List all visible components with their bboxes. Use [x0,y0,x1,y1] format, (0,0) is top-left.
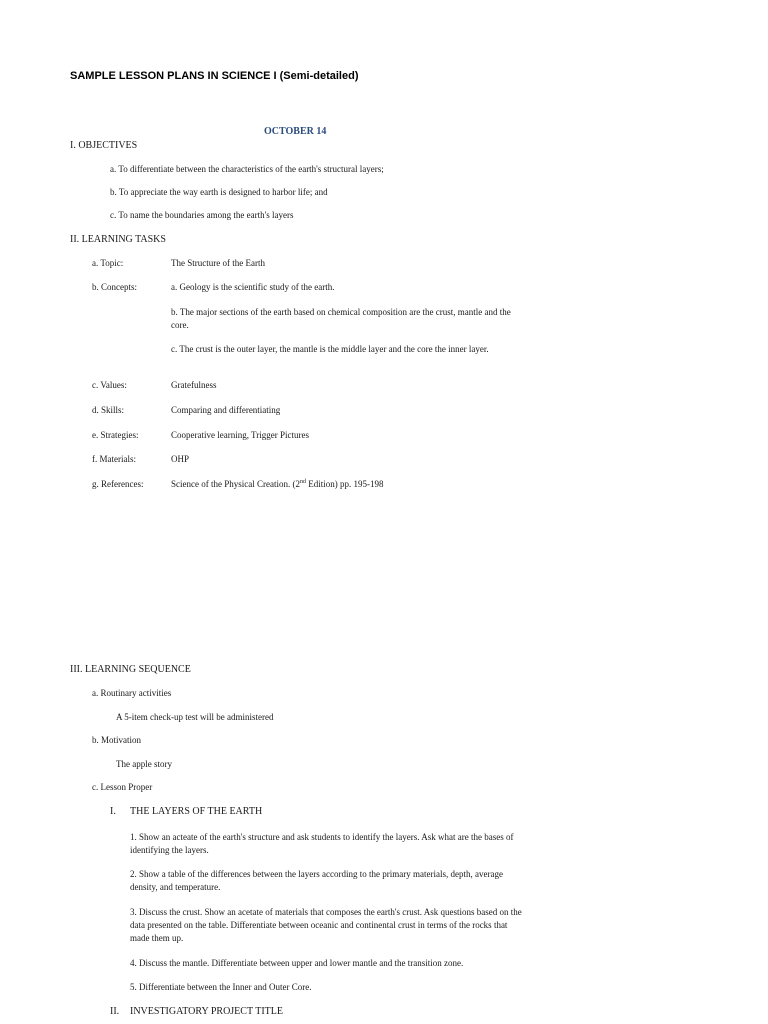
learning-sequence-heading: III. LEARNING SEQUENCE [70,664,191,675]
part-one-number: I. [110,806,116,817]
learning-tasks-heading: II. LEARNING TASKS [70,234,166,245]
lesson-proper-label: c. Lesson Proper [92,782,153,792]
references-label: g. References: [92,479,144,489]
strategies-value: Cooperative learning, Trigger Pictures [171,430,309,440]
lesson-step: 5. Differentiate between the Inner and Outer Core. [130,982,312,992]
values-label: c. Values: [92,380,127,390]
part-one-title: THE LAYERS OF THE EARTH [130,806,263,817]
objective-item: b. To appreciate the way earth is designed to harbor life; and [110,187,328,197]
routinary-text: A 5-item check-up test will be administered [116,712,274,722]
objectives-heading: I. OBJECTIVES [70,140,138,151]
skills-label: d. Skills: [92,405,125,415]
concept-item: b. The major sections of the earth based on chemical composition are the crust, mantle and the core. [171,307,511,330]
materials-value: OHP [171,454,190,464]
concept-item: c. The crust is the outer layer, the mantle is the middle layer and the core the inner layer. [171,344,489,354]
lesson-step: 4. Discuss the mantle. Differentiate between upper and lower mantle and the transition zone. [130,958,464,968]
concepts-label: b. Concepts: [92,282,137,292]
motivation-label: b. Motivation [92,735,141,745]
topic-label: a. Topic: [92,258,124,268]
lesson-step: 3. Discuss the crust. Show an acetate of materials that composes the earth's crust. Ask questions based on the data presented on the table. Differentiate between oceanic and continental crust in terms of the rocks that made them up. [130,907,522,943]
routinary-label: a. Routinary activities [92,688,172,698]
document-title: SAMPLE LESSON PLANS IN SCIENCE I (Semi-detailed) [70,70,359,82]
part-two-title: INVESTIGATORY PROJECT TITLE [130,1006,283,1017]
motivation-text: The apple story [116,759,172,769]
topic-value: The Structure of the Earth [171,258,265,268]
strategies-label: e. Strategies: [92,430,139,440]
objective-item: c. To name the boundaries among the earth's layers [110,210,294,220]
lesson-step: 2. Show a table of the differences between the layers according to the primary materials, depth, average density, and temperature. [130,869,503,892]
objective-item: a. To differentiate between the characteristics of the earth's structural layers; [110,164,384,174]
values-value: Gratefulness [171,380,217,390]
materials-label: f. Materials: [92,454,136,464]
concept-item: a. Geology is the scientific study of the earth. [171,282,335,292]
skills-value: Comparing and differentiating [171,405,281,415]
part-two-number: II. [110,1006,120,1017]
lesson-step: 1. Show an acteate of the earth's structure and ask students to identify the layers. Ask what are the bases of identifying the layers. [130,832,514,855]
lesson-date: OCTOBER 14 [264,126,327,137]
references-value: Science of the Physical Creation. (2nd Edition) pp. 195-198 [171,479,384,489]
